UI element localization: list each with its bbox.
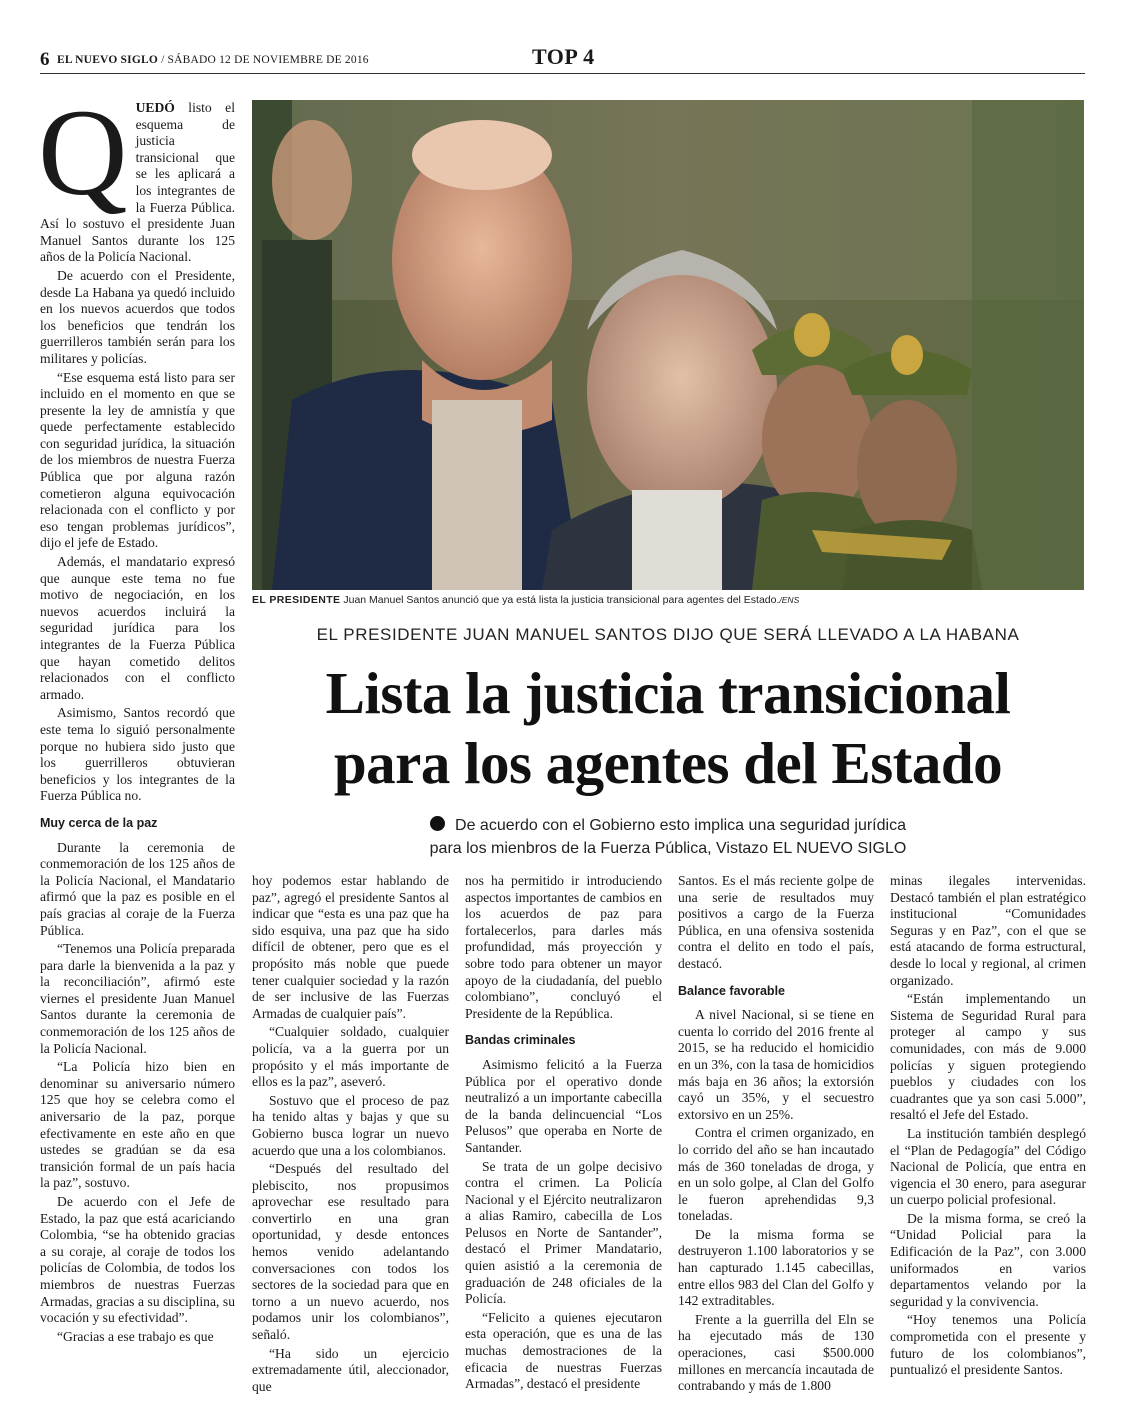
paragraph: Asimismo felicitó a la Fuerza Pública por el operativo donde neutralizó a un importante cabecilla de la banda delincuencial “Los Pelusos” que operaba en Norte de Santander.: [465, 1056, 662, 1155]
article-column-2: [252, 873, 449, 1397]
paragraph: “Cualquier soldado, cualquier policía, va a la guerra por un propósito y el más importante de ellos es la paz”, aseveró.: [252, 1024, 449, 1090]
page-header: [40, 44, 1085, 74]
lead-paragraph: QUEDÓ listo el esquema de justicia transicional que se les aplicará a los integrantes de la Fuerza Pública. Así lo sostuvo el presidente Juan Manuel Santos durante los 125 años de la Policía Nacional.: [38, 84, 235, 265]
paragraph: De la misma forma se destruyeron 1.100 laboratorios y se han capturado 1.145 cabecillas, entre ellos 983 del Clan del Golfo y 142 extraditables.: [678, 1226, 874, 1309]
paragraph: “Ha sido un ejercicio extremadamente útil, aleccionador, que: [252, 1345, 449, 1394]
subhead: Muy cerca de la paz: [40, 815, 158, 830]
paragraph: A nivel Nacional, si se tiene en cuenta lo corrido del 2016 frente al 2015, se ha reducido el homicidio en un 3%, con la tasa de homicidios más baja en 36 años; la extorsión cayó un 35%, y el secuestro extorsivo en un 25%.: [678, 1007, 874, 1122]
caption-credit: /ENS: [779, 595, 800, 605]
paragraph: minas ilegales intervenidas. Destacó también el plan estratégico institucional “Comunidades Seguras y en Paz”, con el que se está atacando de forma estructural, desde lo local y regional, al crimen organizado.: [890, 873, 1086, 988]
paragraph: Contra el crimen organizado, en lo corrido del año se han incautado más de 360 toneladas de droga, y en un solo golpe, al Clan del Golfo le fueron aprehendidas 9,3 toneladas.: [678, 1125, 874, 1224]
masthead: [57, 54, 369, 66]
article-column-3: [465, 873, 662, 1395]
issue-date: / SÁBADO 12 DE NOVIEMBRE DE 2016: [158, 54, 369, 66]
caption-label: EL PRESIDENTE: [252, 594, 341, 606]
paragraph: nos ha permitido ir introduciendo aspectos importantes de cambios en los acuerdos de paz para fortalecerlos, para darles más profundidad, más proyección y sobre todo para obtener un mayor apoyo de la ciudadanía, del pueblo colombiano”, concluyó el Presidente de la República.: [465, 873, 662, 1021]
paragraph: Además, el mandatario expresó que aunque este tema no fue motivo de negociación, en los nuevos acuerdos incluirá la seguridad jurídica para los integrantes de la Fuerza Pública que hayan cometido delitos relacionados con el conflicto armado.: [40, 554, 235, 702]
bullet-icon: [430, 816, 445, 831]
article-column-5: [890, 873, 1086, 1381]
subhead: Balance favorable: [678, 983, 785, 998]
headline: [252, 658, 1084, 798]
paragraph: “Ese esquema está listo para ser incluido en el momento en que se presente la ley de amnistía y que quede perfectamente establecido con seguridad jurídica, la situación de los miembros de nuestra Fuerza Pública que por alguna razón cometieron alguna equivocación relacionada con el conflicto y por eso tengan problemas jurídicos”, dijo el jefe de Estado.: [40, 369, 235, 551]
lead-photo: [252, 100, 1084, 590]
paragraph: Asimismo, Santos recordó que este tema lo siguió personalmente porque no hubiera sido justo que los guerrilleros obtuvieran beneficios y los integrantes de la Fuerza Pública no.: [40, 705, 235, 804]
paragraph: Frente a la guerrilla del Eln se ha ejecutado más de 130 operaciones, casi $500.000 millones en mercancía incautada de contrabando y más de 1.800: [678, 1311, 874, 1394]
paragraph: “Están implementando un Sistema de Seguridad Rural para proteger al campo y sus comunidades, con más de 9.000 policías y siguen protegiendo pueblos y ciudades con los cuadrantes que ya son casi 5.000”, resaltó el Jefe del Estado.: [890, 991, 1086, 1123]
summary-line-2: para los mienbros de la Fuerza Pública, Vistazo EL NUEVO SIGLO: [429, 840, 907, 857]
paragraph: La institución también desplegó el “Plan de Pedagogía” del Código Nacional de Policía, que entra en vigencia el 30 enero, para asegurar un cuerpo policial profesional.: [890, 1125, 1086, 1208]
paragraph: Sostuvo que el proceso de paz ha tenido altas y bajas y que su Gobierno busca lograr un nuevo acuerdo que una a los colombianos.: [252, 1092, 449, 1158]
paragraph: De la misma forma, se creó la “Unidad Policial para la Edificación de la Paz”, con 3.000 uniformados en varios departamentos velando por la seguridad y la convivencia.: [890, 1210, 1086, 1309]
page-number: 6: [40, 49, 50, 70]
lead-bold: UEDÓ: [135, 100, 175, 115]
kicker: EL PRESIDENTE JUAN MANUEL SANTOS DIJO QUE SERÁ LLEVADO A LA HABANA: [316, 625, 1020, 644]
paragraph: Santos. Es el más reciente golpe de una serie de resultados muy positivos a cargo de la Fuerza Pública, en una ofensiva sostenida contra el delito en todo el país, destacó.: [678, 873, 874, 971]
article-column-1: [38, 84, 235, 1347]
paragraph: “Felicito a quienes ejecutaron esta operación, que es una de las muchas demostraciones de la eficacia de nuestras Fuerzas Armadas”, destacó el presidente: [465, 1309, 662, 1392]
paragraph: De acuerdo con el Presidente, desde La Habana ya quedó incluido en los nuevos acuerdos que todos los beneficios que tendrán los guerrilleros también serán para los militares y policías.: [40, 267, 235, 366]
photo-illustration: [252, 100, 1084, 590]
paragraph: “Tenemos una Policía preparada para darle la bienvenida a la paz y la reconciliación”, afirmó este viernes el presidente Juan Manuel Santos durante la ceremonia de conmemoración de los 125 años de la Policía Nacional.: [40, 941, 235, 1056]
subhead: Bandas criminales: [465, 1033, 576, 1048]
article-column-4: [678, 873, 874, 1397]
caption-text: Juan Manuel Santos anunció que ya está lista la justicia transicional para agentes del Estado.: [340, 594, 780, 606]
section-title: TOP 4: [532, 44, 595, 69]
paragraph: Se trata de un golpe decisivo contra el crimen. La Policía Nacional y el Ejército neutralizaron a alias Ramiro, cabecilla de Los Pelusos en Norte de Santander”, destacó el Primer Mandatario, quien asistió a la ceremonia de graduación de 248 oficiales de la Policía.: [465, 1158, 662, 1307]
summary: [252, 814, 1084, 860]
drop-cap: Q: [38, 84, 128, 221]
paragraph: Durante la ceremonia de conmemoración de los 125 años de la Policía Nacional, el Mandatario afirmó que la paz es posible en el país gracias al coraje de la Fuerza Pública.: [40, 839, 235, 938]
photo-caption: [252, 594, 1084, 606]
headline-line-2: para los agentes del Estado: [333, 730, 1003, 796]
paragraph: “Gracias a ese trabajo es que: [57, 1328, 214, 1344]
newspaper-name: EL NUEVO SIGLO: [57, 54, 158, 66]
paragraph: “Después del resultado del plebiscito, nos propusimos aprovechar ese resultado para convertirlo en una gran oportunidad, y desde entonces hemos venido adelantando conversaciones con todos los sectores de la sociedad para que en torno a un nuevo acuerdo, nos podamos unir los colombianos”, señaló.: [252, 1161, 449, 1343]
summary-line-1: De acuerdo con el Gobierno esto implica una seguridad jurídica: [252, 814, 1084, 837]
paragraph: De acuerdo con el Jefe de Estado, la paz que está acariciando Colombia, “se ha obtenido gracias a su coraje, al coraje de todos los policías de Colombia, de todos los miembros de nuestras Fuerzas Armadas, gracias a su disciplina, su vocación y su efectividad”.: [40, 1194, 235, 1326]
paragraph: hoy podemos estar hablando de paz”, agregó el presidente Santos al indicar que “esta es una paz que ha sido esquiva, una paz que ha sido difícil de obtener, pero que es el propósito más noble que puede tener cualquier sociedad y la razón de ser inclusive de las Fuerzas Armadas de cualquier país”.: [252, 873, 449, 1021]
paragraph: “La Policía hizo bien en denominar su aniversario número 125 que hoy se celebra como el aniversario de la paz, porque efectivamente en este año en que ustedes se gradúan se da esa transición formal de un país hacia la paz”, sostuvo.: [40, 1059, 235, 1191]
headline-line-1: Lista la justicia transicional: [325, 660, 1011, 726]
paragraph: “Hoy tenemos una Policía comprometida con el presente y futuro de los colombianos”, puntualizó el presidente Santos.: [890, 1312, 1086, 1378]
